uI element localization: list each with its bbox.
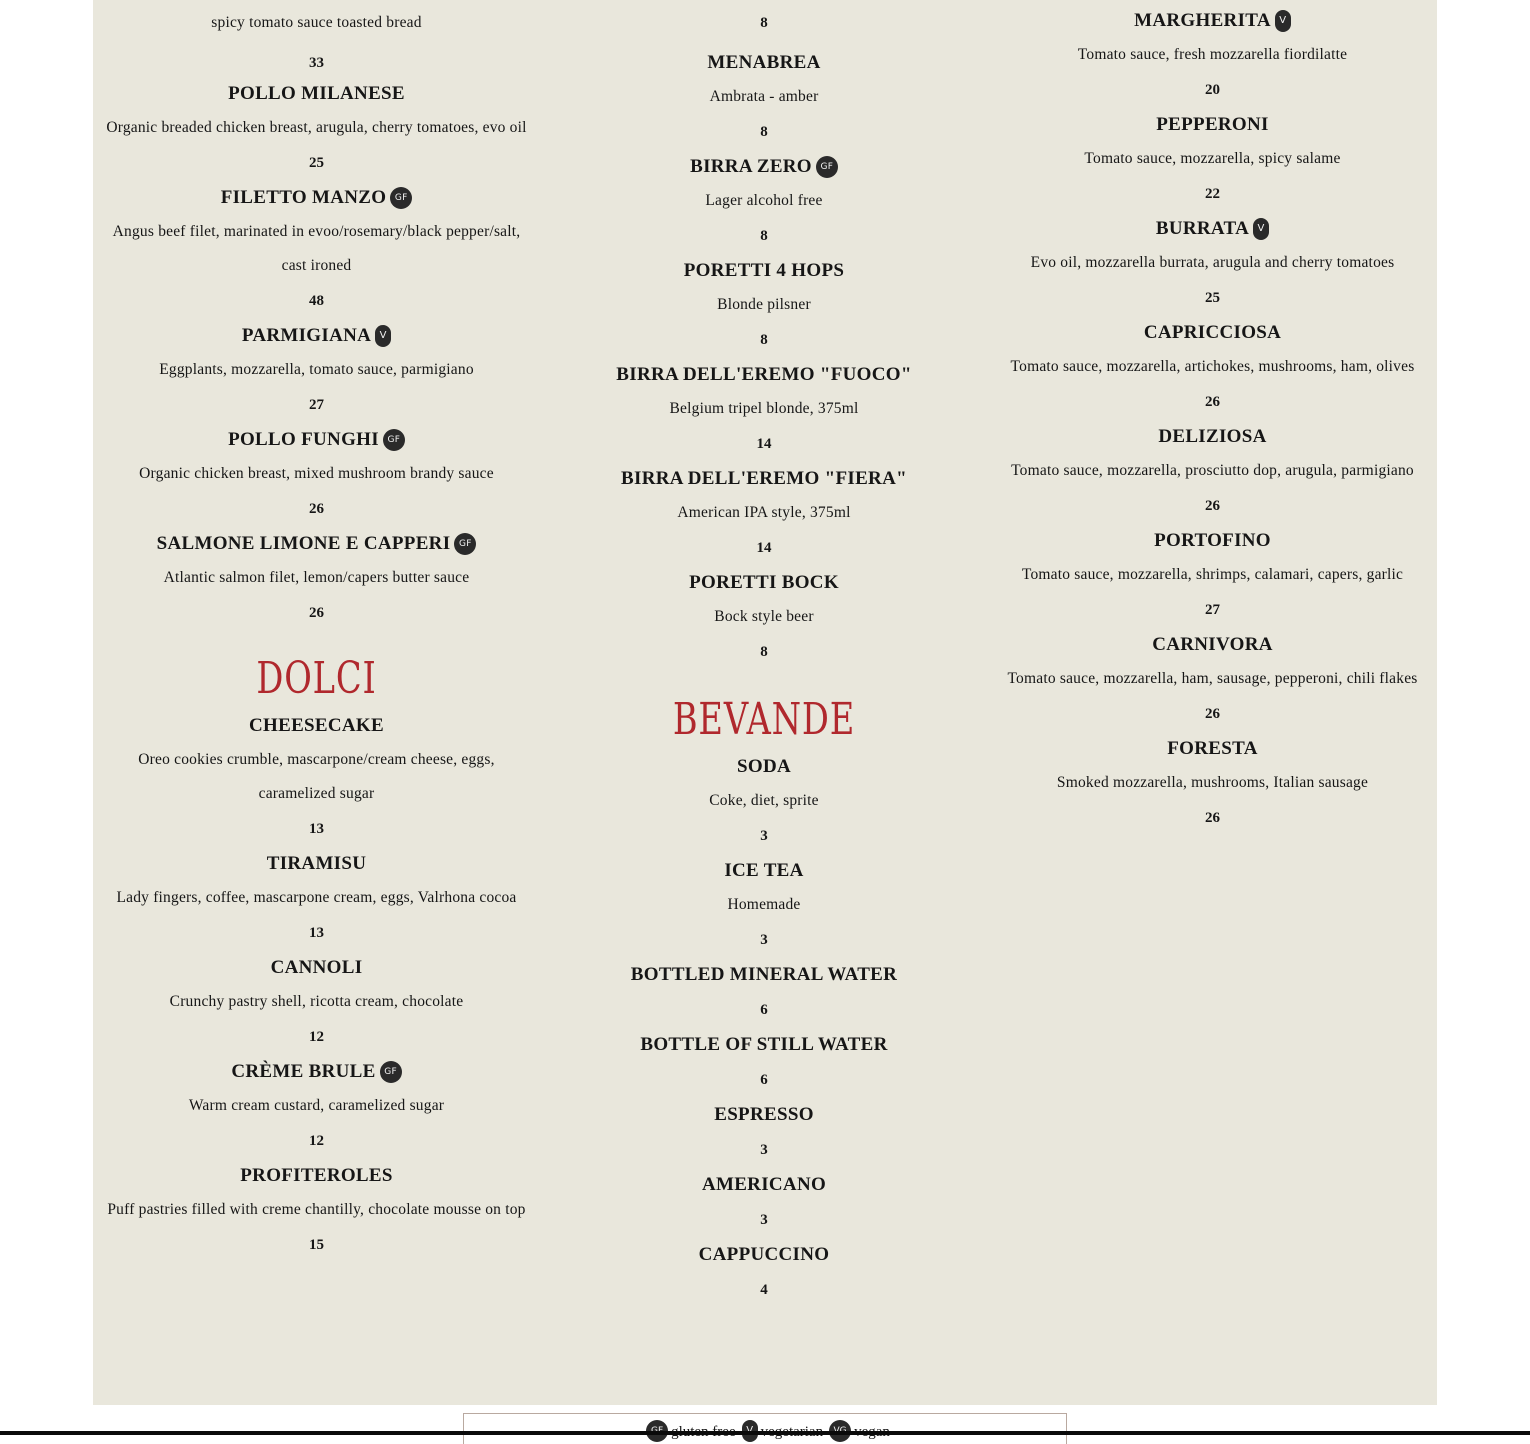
menu-item-cappuccino [540,1238,988,1308]
window-bottom-border [0,1431,1530,1435]
item-description: spicy tomato sauce toasted bread [211,14,422,31]
item-price: 26 [309,605,324,621]
item-price: 8 [760,124,768,140]
item-name [93,423,540,457]
item-name [540,854,988,888]
gluten-free-badge: GF [390,187,412,209]
item-description: Lager alcohol free [705,192,823,209]
item-price: 12 [309,1133,324,1149]
item-description: Eggplants, mozzarella, tomato sauce, parmigiano [159,361,474,378]
gluten-free-badge: GF [454,533,476,555]
vegetarian-badge: V [1275,10,1291,32]
item-name [93,527,540,561]
menu-item-profiteroles [93,1159,540,1263]
item-name-text: MARGHERITA [1134,10,1271,31]
menu-item-poretti-bock [540,566,988,670]
item-name-text: CRÈME BRULE [231,1061,376,1082]
item-name-text: ICE TEA [724,860,804,881]
item-name [540,958,988,992]
item-price: 14 [756,540,772,556]
item-description: cast ironed [281,257,352,274]
item-name-text: PORTOFINO [1154,530,1271,551]
item-description: Tomato sauce, mozzarella, ham, sausage, pepperoni, chili flakes [1007,670,1418,687]
item-name [93,77,540,111]
menu-item-cr-me-brule [93,1055,540,1159]
item-name-text: SODA [737,756,791,777]
item-description: Tomato sauce, mozzarella, shrimps, calamari, capers, garlic [1021,566,1404,583]
item-price: 12 [309,1029,324,1045]
item-name [540,254,988,288]
menu-item-pepperoni [988,108,1437,212]
menu-item-bottle-of-still-water [540,1028,988,1098]
menu-item-salmone-limone-e-capperi [93,527,540,631]
menu-item-pollo-funghi [93,423,540,527]
dolci-list [93,709,540,1263]
dietary-legend [463,1413,1067,1444]
item-name-text: POLLO FUNGHI [228,429,379,450]
item-description: Coke, diet, sprite [709,792,819,809]
item-description: Blonde pilsner [717,296,811,313]
item-description: Tomato sauce, mozzarella, spicy salame [1084,150,1341,167]
item-price: 22 [1205,186,1220,202]
item-price: 8 [760,644,768,660]
menu-item-cannoli [93,951,540,1055]
item-price: 26 [1205,810,1220,826]
item-name [93,847,540,881]
item-name [540,150,988,184]
menu-item-pollo-milanese [93,77,540,181]
menu-column-middle [540,0,988,1308]
item-name [93,1159,540,1193]
item-name-text: BIRRA DELL'EREMO "FIERA" [621,468,907,489]
menu-item-margherita [988,4,1437,108]
item-description: Oreo cookies crumble, mascarpone/cream cheese, eggs, [138,751,495,768]
item-name-text: CAPPUCCINO [698,1244,830,1265]
item-name [93,319,540,353]
item-name [540,1168,988,1202]
menu-item-birra-dell-eremo-fuoco [540,358,988,462]
menu-item-portofino [988,524,1437,628]
item-name-text: DELIZIOSA [1158,426,1267,447]
item-description: Organic breaded chicken breast, arugula, cherry tomatoes, evo oil [106,119,527,136]
item-name-text: CANNOLI [270,957,363,978]
item-name-text: CHEESECAKE [249,715,384,736]
item-name [988,212,1437,246]
item-name [988,4,1437,38]
item-name [540,1098,988,1132]
item-name [540,566,988,600]
item-price: 6 [760,1002,768,1018]
item-name-text: PORETTI BOCK [689,572,839,593]
item-name-text: BOTTLE OF STILL WATER [640,1034,888,1055]
item-name [93,181,540,215]
item-name [988,108,1437,142]
item-price: 8 [760,332,768,348]
menu-item-soda [540,750,988,854]
gluten-free-badge: GF [383,429,405,451]
item-price: 8 [760,228,768,244]
item-description: caramelized sugar [258,785,375,802]
item-price: 20 [1205,82,1220,98]
item-description: Evo oil, mozzarella burrata, arugula and cherry tomatoes [1030,254,1395,271]
item-name-text: FILETTO MANZO [220,187,387,208]
item-description: Belgium tripel blonde, 375ml [669,400,859,417]
item-name-text: MENABREA [707,52,821,73]
item-name [988,316,1437,350]
menu-item-bottled-mineral-water [540,958,988,1028]
item-name [93,1055,540,1089]
item-description: Ambrata - amber [709,88,819,105]
item-name-text: AMERICANO [701,1174,827,1195]
item-description: Tomato sauce, mozzarella, artichokes, mushrooms, ham, olives [1010,358,1415,375]
item-price: 6 [760,1072,768,1088]
item-name-text: PORETTI 4 HOPS [683,260,845,281]
item-price: 27 [309,397,324,413]
secondi-list [93,77,540,631]
menu-column-left [93,0,540,1263]
item-name-text: PARMIGIANA [241,325,372,346]
menu-item-filetto-manzo [93,181,540,319]
menu-column-right [988,0,1437,836]
item-name-text: FORESTA [1167,738,1258,759]
item-name-text: BOTTLED MINERAL WATER [630,964,898,985]
item-price: 33 [309,55,324,71]
menu-item-americano [540,1168,988,1238]
item-name [540,1028,988,1062]
item-description: Homemade [727,896,801,913]
item-name-text: BURRATA [1155,218,1250,239]
menu-item-capricciosa [988,316,1437,420]
menu-item-cheesecake [93,709,540,847]
item-name-text: POLLO MILANESE [228,83,405,104]
menu-item-carnivora [988,628,1437,732]
item-name [540,750,988,784]
item-price: 27 [1205,602,1220,618]
item-name [93,951,540,985]
item-name [540,462,988,496]
menu-item-birra-zero [540,150,988,254]
menu-item-parmigiana [93,319,540,423]
item-price: 14 [756,436,772,452]
item-description: Lady fingers, coffee, mascarpone cream, eggs, Valrhona cocoa [116,889,517,906]
item-name [540,46,988,80]
item-price: 26 [1205,706,1220,722]
item-name-text: PEPPERONI [1156,114,1269,135]
item-price: 15 [309,1237,324,1253]
item-name-text: CAPRICCIOSA [1143,322,1282,343]
item-price: 3 [760,1212,768,1228]
item-name-text: PROFITEROLES [240,1165,393,1186]
item-description: American IPA style, 375ml [677,504,851,521]
menu-item-menabrea [540,46,988,150]
item-name-text: TIRAMISU [266,853,367,874]
item-price: 3 [760,828,768,844]
item-name-text: BIRRA DELL'EREMO "FUOCO" [616,364,912,385]
item-description: Puff pastries filled with creme chantilly, chocolate mousse on top [107,1201,526,1218]
menu-item-espresso [540,1098,988,1168]
menu-item-foresta [988,732,1437,836]
section-title-bevande: BEVANDE [672,694,856,745]
vegetarian-badge: V [375,325,391,347]
item-name [540,1238,988,1272]
gluten-free-badge: GF [380,1061,402,1083]
item-name [93,709,540,743]
item-price: 25 [309,155,324,171]
item-name-text: CARNIVORA [1152,634,1273,655]
item-description: Tomato sauce, fresh mozzarella fiordilatte [1077,46,1348,63]
item-price: 26 [1205,394,1220,410]
menu-item-birra-dell-eremo-fiera [540,462,988,566]
item-name [540,358,988,392]
menu-item-ice-tea [540,854,988,958]
birre-list [540,46,988,670]
pizze-list [988,4,1437,836]
item-description: Angus beef filet, marinated in evoo/rosemary/black pepper/salt, [112,223,521,240]
section-title-dolci: DOLCI [256,653,377,704]
gluten-free-badge: GF [816,156,838,178]
item-description: Atlantic salmon filet, lemon/capers butter sauce [163,569,470,586]
item-price: 3 [760,1142,768,1158]
menu-item-burrata [988,212,1437,316]
item-price: 8 [760,15,768,31]
vegetarian-badge: V [1253,218,1269,240]
item-name-text: SALMONE LIMONE E CAPPERI [156,533,451,554]
item-name [988,524,1437,558]
menu-item-tiramisu [93,847,540,951]
menu-item-deliziosa [988,420,1437,524]
item-price: 25 [1205,290,1220,306]
item-description: Tomato sauce, mozzarella, prosciutto dop, arugula, parmigiano [1011,462,1414,479]
item-description: Bock style beer [714,608,814,625]
item-name-text: BIRRA ZERO [690,156,812,177]
item-price: 13 [309,821,324,837]
item-price: 13 [309,925,324,941]
item-price: 26 [1205,498,1220,514]
item-name [988,628,1437,662]
bevande-list [540,750,988,1308]
item-name [988,732,1437,766]
item-description: Organic chicken breast, mixed mushroom brandy sauce [139,465,494,482]
item-price: 26 [309,501,324,517]
item-name [988,420,1437,454]
item-price: 3 [760,932,768,948]
item-description: Smoked mozzarella, mushrooms, Italian sausage [1056,774,1369,791]
item-price: 4 [760,1282,768,1298]
menu-item-poretti-4-hops [540,254,988,358]
item-description: Crunchy pastry shell, ricotta cream, chocolate [169,993,464,1010]
item-name-text: ESPRESSO [714,1104,814,1125]
item-price: 48 [309,293,324,309]
item-description: Warm cream custard, caramelized sugar [188,1097,445,1114]
